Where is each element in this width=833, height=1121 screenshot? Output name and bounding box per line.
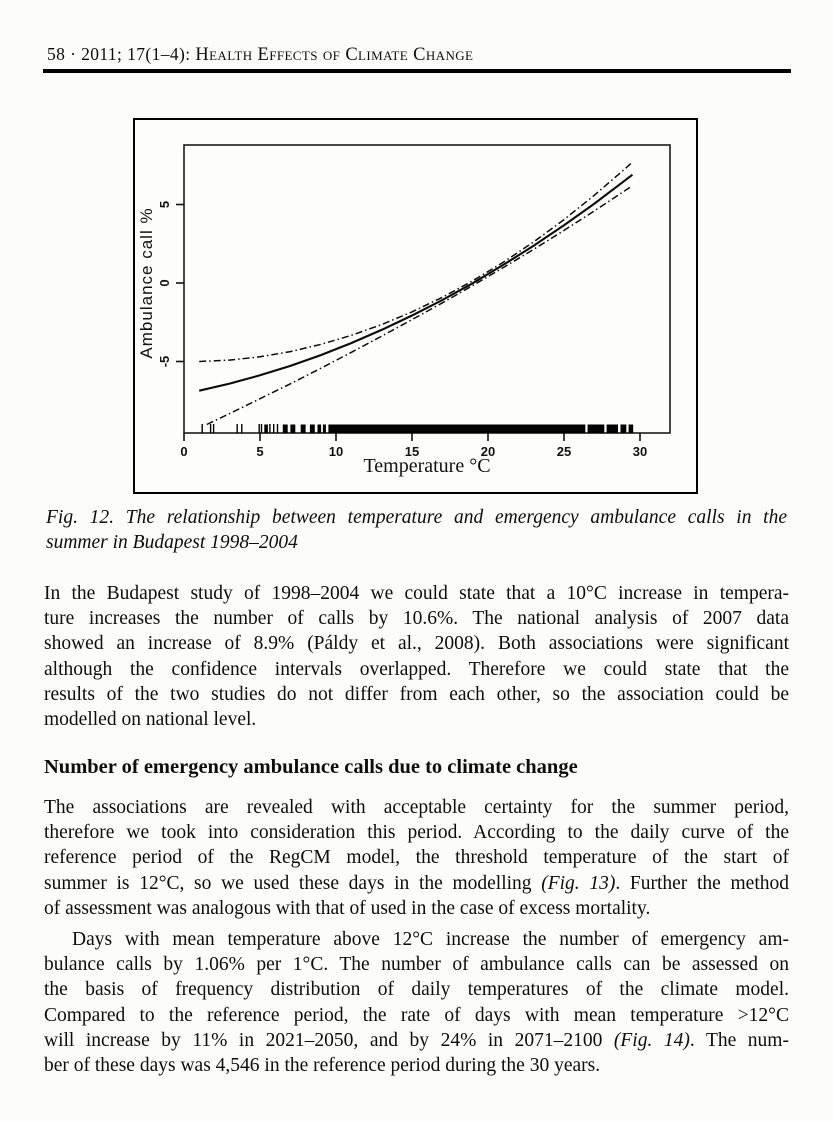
text-run: The associations are revealed with acceptable certainty for the summer period, (44, 797, 789, 818)
text-line (44, 682, 789, 707)
text-run: . Further the method (615, 872, 789, 894)
rug-segment (310, 425, 315, 434)
rug-segment (621, 425, 627, 434)
text-run: modelled on national level. (44, 709, 257, 731)
text-run: In the Budapest study of 1998–2004 we could state that a 10°C increase in tempera- (44, 583, 789, 604)
text-run: the basis of frequency distribution of daily temperatures of the climate model. (44, 979, 789, 1001)
italic-run: (Fig. 14) (613, 1029, 690, 1051)
text-line (44, 707, 789, 732)
italic-run: (Fig. 13) (541, 872, 616, 894)
paragraph-associations (44, 795, 789, 921)
rug-segment (588, 425, 605, 434)
running-head-title: Health Effects of Climate Change (195, 45, 474, 65)
x-tick-label: 25 (556, 444, 572, 459)
x-axis-label: Temperature °C (363, 455, 491, 477)
text-line (44, 795, 789, 820)
rug-segment (264, 425, 268, 434)
text-run: summer is 12°C, so we used these days in the modelling (44, 872, 542, 894)
y-tick-label: 5 (157, 200, 172, 209)
series-estimate (199, 175, 632, 391)
ambulance-temperature-chart (135, 120, 696, 492)
text-line (44, 977, 789, 1002)
section-heading: Number of emergency ambulance calls due to climate change (44, 756, 578, 778)
text-line (44, 631, 789, 656)
plot-frame (184, 145, 670, 433)
text-run: Days with mean temperature above 12°C increase the number of emergency am- (72, 929, 789, 950)
text-line (44, 845, 789, 870)
text-run: therefore we took into consideration this period. According to the daily curve of the (44, 822, 789, 844)
figure-caption (46, 505, 787, 555)
x-tick-label: 10 (328, 444, 344, 459)
text-line (44, 820, 789, 845)
running-head (47, 44, 473, 66)
text-line (44, 871, 789, 896)
text-line (44, 1028, 789, 1053)
text-line (44, 581, 789, 606)
text-run: ture increases the number of calls by 10.6%. The national analysis of 2007 data (44, 608, 789, 630)
text-run: results of the two studies do not differ from each other, so the association could be (44, 683, 789, 705)
rug-segment (283, 425, 288, 434)
x-tick-label: 0 (180, 444, 188, 459)
text-run: . The num- (689, 1029, 789, 1051)
text-run: showed an increase of 8.9% (Páldy et al., 2008). Both associations were significant (44, 633, 789, 655)
text-run: although the confidence intervals overlapped. Therefore we could state that the (44, 658, 789, 680)
rug-segment (607, 425, 618, 434)
rug-segment (328, 425, 585, 434)
paragraph-budapest-study (44, 581, 789, 732)
text-run: reference period of the RegCM model, the threshold temperature of the start of (44, 847, 789, 869)
header-rule (43, 69, 791, 73)
rug-segment (301, 425, 306, 434)
text-line (44, 927, 789, 952)
x-tick-label: 20 (480, 444, 496, 459)
text-run: ber of these days was 4,546 in the reference period during the 30 years. (44, 1055, 601, 1077)
y-axis-label: Ambulance call % (137, 207, 156, 359)
x-tick-label: 5 (256, 444, 264, 459)
figure-12-box (133, 118, 698, 494)
text-line (46, 530, 787, 555)
running-head-prefix: 58 · 2011; 17(1–4): (47, 44, 196, 64)
text-run: Compared to the reference period, the rate of days with mean temperature >12°C (44, 1004, 789, 1026)
rug-segment (629, 425, 634, 434)
text-line (46, 505, 787, 530)
text-line (44, 1003, 789, 1028)
x-tick-label: 15 (404, 444, 420, 459)
italic-run: summer in Budapest 1998–2004 (46, 532, 298, 554)
text-run: of assessment was analogous with that of used in the case of excess mortality. (44, 897, 651, 919)
text-run: bulance calls by 1.06% per 1°C. The number of ambulance calls can be assessed on (44, 954, 789, 976)
rug-segment (290, 425, 295, 434)
text-line (44, 1053, 789, 1078)
text-line (44, 952, 789, 977)
y-tick-label: -5 (157, 355, 172, 368)
text-line (44, 606, 789, 631)
y-tick-label: 0 (157, 279, 172, 287)
text-line (44, 657, 789, 682)
rug-segment (323, 425, 326, 434)
text-line (44, 896, 789, 921)
text-run: will increase by 11% in 2021–2050, and by 24% in 2071–2100 (44, 1029, 614, 1051)
series-upper-confidence (199, 162, 632, 361)
x-tick-label: 30 (632, 444, 648, 459)
rug-segment (318, 425, 322, 434)
italic-run: Fig. 12. The relationship between temperature and emergency ambulance calls in the (46, 507, 787, 528)
paragraph-days-increase (44, 927, 789, 1078)
